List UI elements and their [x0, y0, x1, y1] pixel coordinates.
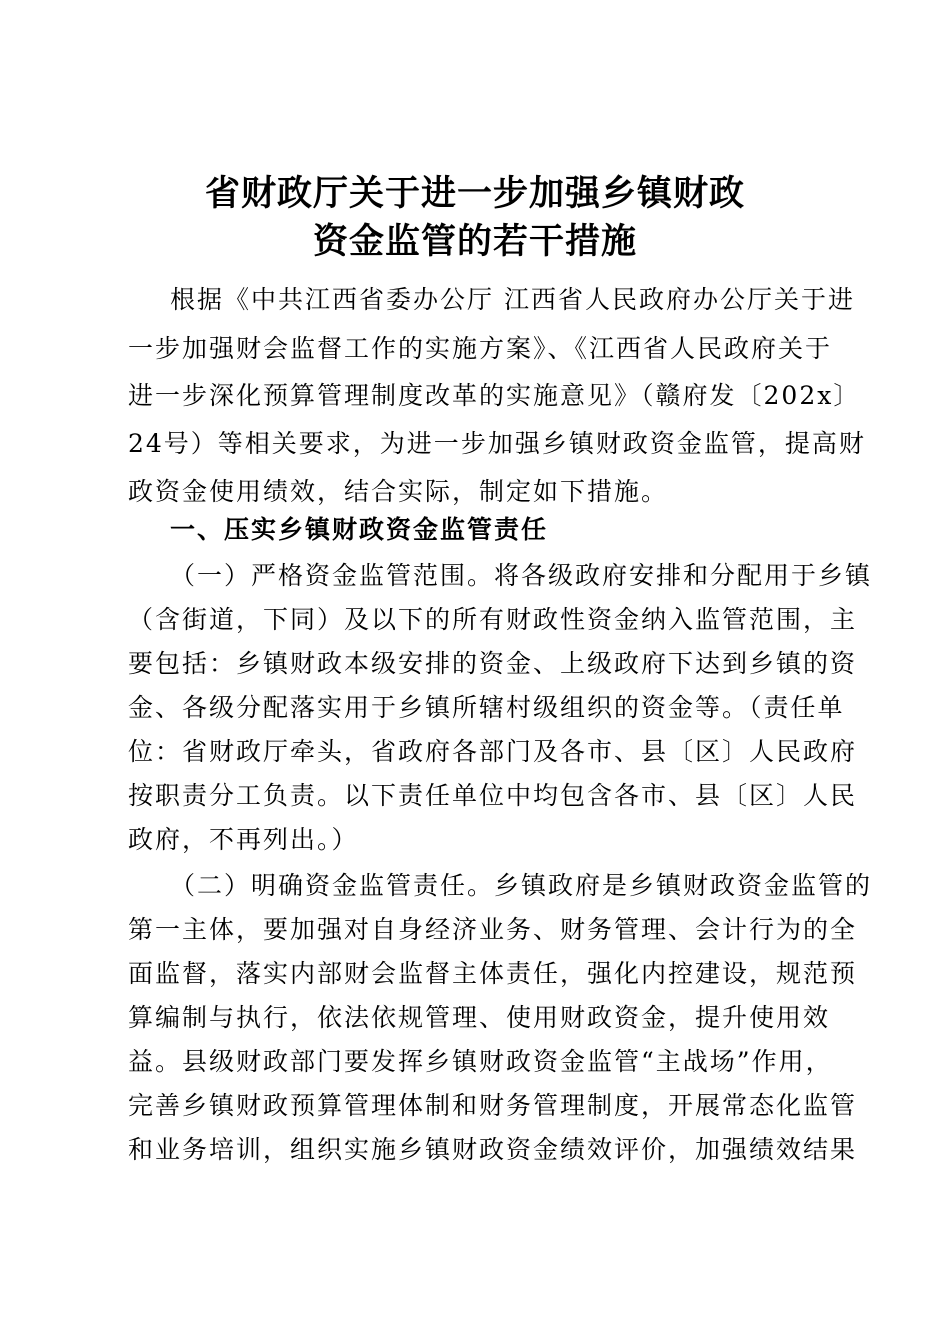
item-1-line: （含街道，下同）及以下的所有财政性资金纳入监管范围，主	[128, 605, 858, 634]
document-title-line-2: 资金监管的若干措施	[312, 221, 637, 262]
section-heading: 一、压实乡镇财政资金监管责任	[170, 515, 549, 544]
item-2-line: 和业务培训，组织实施乡镇财政资金绩效评价，加强绩效结果	[128, 1135, 858, 1164]
item-1-line: （一）严格资金监管范围。将各级政府安排和分配用于乡镇	[170, 561, 873, 590]
item-2-line: （二）明确资金监管责任。乡镇政府是乡镇财政资金监管的	[170, 871, 873, 900]
item-2-line: 益。县级财政部门要发挥乡镇财政资金监管“主战场”作用，	[128, 1047, 833, 1076]
item-2-line: 第一主体，要加强对自身经济业务、财务管理、会计行为的全	[128, 915, 858, 944]
item-1-line: 政府，不再列出。）	[128, 825, 359, 854]
intro-line: 根据《中共江西省委办公厅 江西省人民政府办公厅关于进	[170, 285, 855, 314]
item-1-line: 位：省财政厅牵头，省政府各部门及各市、县〔区〕人民政府	[128, 737, 858, 766]
item-2-line: 面监督，落实内部财会监督主体责任，强化内控建设，规范预	[128, 959, 858, 988]
item-2-line: 算编制与执行，依法依规管理、使用财政资金，提升使用效	[128, 1003, 831, 1032]
item-1-line: 按职责分工负责。以下责任单位中均包含各市、县〔区〕人民	[128, 781, 858, 810]
intro-line: 政资金使用绩效，结合实际，制定如下措施。	[128, 477, 669, 506]
intro-line: 24号）等相关要求，为进一步加强乡镇财政资金监管，提高财	[128, 429, 866, 458]
document-title-line-1: 省财政厅关于进一步加强乡镇财政	[204, 173, 745, 214]
intro-line: 一步加强财会监督工作的实施方案》、《江西省人民政府关于	[128, 334, 833, 363]
item-2-line: 完善乡镇财政预算管理体制和财务管理制度，开展常态化监管	[128, 1091, 858, 1120]
item-1-line: 金、各级分配落实用于乡镇所辖村级组织的资金等。（责任单	[128, 693, 845, 722]
item-1-line: 要包括：乡镇财政本级安排的资金、上级政府下达到乡镇的资	[128, 649, 858, 678]
intro-line: 进一步深化预算管理制度改革的实施意见》（赣府发〔202x〕	[128, 381, 861, 410]
